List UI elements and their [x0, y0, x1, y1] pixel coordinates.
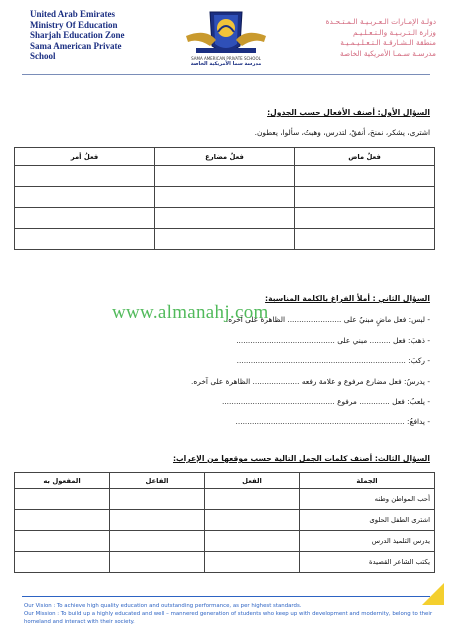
header-english-line: Sharjah Education Zone: [30, 30, 125, 40]
table-cell[interactable]: [205, 489, 300, 510]
table-cell[interactable]: [110, 531, 205, 552]
q2-line: - ركبَ: ........................................................................: [236, 356, 430, 365]
header-divider: [22, 74, 430, 75]
footer-divider: [22, 596, 430, 597]
table-cell[interactable]: [205, 552, 300, 573]
header-arabic-line: وزارة الـتـربـيـة والـتـعـلـيـم: [353, 27, 436, 37]
table-cell[interactable]: [155, 166, 295, 187]
q3-header-object: المفعول به: [15, 473, 110, 489]
table-cell[interactable]: [295, 229, 435, 250]
table-cell[interactable]: [15, 229, 155, 250]
q3-header-subject: الفاعل: [110, 473, 205, 489]
table-cell[interactable]: [15, 552, 110, 573]
table-cell[interactable]: [295, 166, 435, 187]
q2-title: السؤال الثاني : أملأ الفراغ بالكلمة المناسبة:: [265, 294, 430, 303]
q3-sentence: أحب المواطن وطنه: [300, 489, 435, 510]
q3-sentence: يكتب الشاعر القصيدة: [300, 552, 435, 573]
header-english: [30, 9, 180, 62]
q1-header-present: فعلٌ مضارع: [155, 148, 295, 166]
q3-sentence: يدرس التلميذ الدرس: [300, 531, 435, 552]
q3-header-sentence: الجملة: [300, 473, 435, 489]
header-arabic-line: دولـة الإمـارات الـعـربـيـة الـمـتـحـدة: [325, 17, 436, 26]
table-cell[interactable]: [205, 531, 300, 552]
q2-line: - يدرسُ: فعل مضارع مرفوع و علامة رفعه .................... الظاهرة على آخره.: [191, 377, 430, 386]
table-cell[interactable]: [155, 187, 295, 208]
logo-caption: SAMA AMERICAN PRIVATE SCHOOL: [191, 56, 261, 61]
header-english-line: Ministry Of Education: [30, 19, 118, 30]
q2-line: - يلعبُ: فعل ............. مرفوع ................................................: [221, 397, 430, 406]
q1-header-imperative: فعلُ أمر: [15, 148, 155, 166]
table-cell[interactable]: [110, 552, 205, 573]
table-cell[interactable]: [15, 166, 155, 187]
q3-table: [14, 472, 435, 573]
footer: [24, 602, 434, 626]
table-cell[interactable]: [295, 208, 435, 229]
header-arabic: [286, 17, 436, 59]
table-cell[interactable]: [15, 510, 110, 531]
table-cell[interactable]: [110, 510, 205, 531]
header-english-line: United Arab Emirates: [30, 9, 115, 19]
footer-vision: Our Vision : To achieve high quality education and outstanding performance, as per highest standards.: [24, 603, 302, 609]
watermark: www.almanahj.com: [112, 302, 269, 323]
table-cell[interactable]: [15, 531, 110, 552]
table-cell[interactable]: [205, 510, 300, 531]
header-english-line: Sama American Private: [30, 40, 122, 51]
q3-header-verb: الفعل: [205, 473, 300, 489]
table-cell[interactable]: [110, 489, 205, 510]
q3-title: السؤال الثالث: أصنف كلمات الجمل التالية حسب موقعها من الإعراب:: [173, 454, 430, 463]
logo-caption-arabic: مدرسة سما الأمريكية الخاصة: [190, 61, 262, 67]
q2-line: - يدافعُ: ........................................................................: [235, 417, 430, 426]
table-cell[interactable]: [155, 208, 295, 229]
q3-sentence: اشترى الطفل الحلوى: [300, 510, 435, 531]
q1-verbs: اشترى، يشكر، نمنحَ، أنفقْ، لتدرس، وهبتُ، سألوا، يعطون.: [254, 128, 430, 137]
table-cell[interactable]: [15, 489, 110, 510]
footer-mission: Our Mission : To build up a highly educated and well – mannered generation of students who keep up with development and modernity, belong to their homeland and interact with their society.: [24, 611, 433, 625]
q1-table: [14, 147, 435, 250]
table-cell[interactable]: [15, 187, 155, 208]
table-cell[interactable]: [15, 208, 155, 229]
q2-line: - لبس: فعل ماضٍ مبنيٌ على ....................... الظاهرة على آخره.: [225, 315, 430, 324]
header-arabic-line: منطقة الـشـارقـة الـتـعـلـيـمـيـة: [340, 38, 436, 47]
table-cell[interactable]: [155, 229, 295, 250]
q2-line: - ذهبَ: فعل ......... مبني على ..........................................: [236, 336, 430, 345]
q1-header-past: فعلٌ ماض: [295, 148, 435, 166]
corner-decoration: [422, 583, 444, 605]
q1-title: السؤال الأول: أصنف الأفعال حسب الجدول:: [267, 108, 430, 117]
header-english-line: School: [30, 51, 56, 61]
header-arabic-line: مدرسـة سـمـا الأمريكية الخاصة: [339, 48, 436, 58]
table-cell[interactable]: [295, 187, 435, 208]
